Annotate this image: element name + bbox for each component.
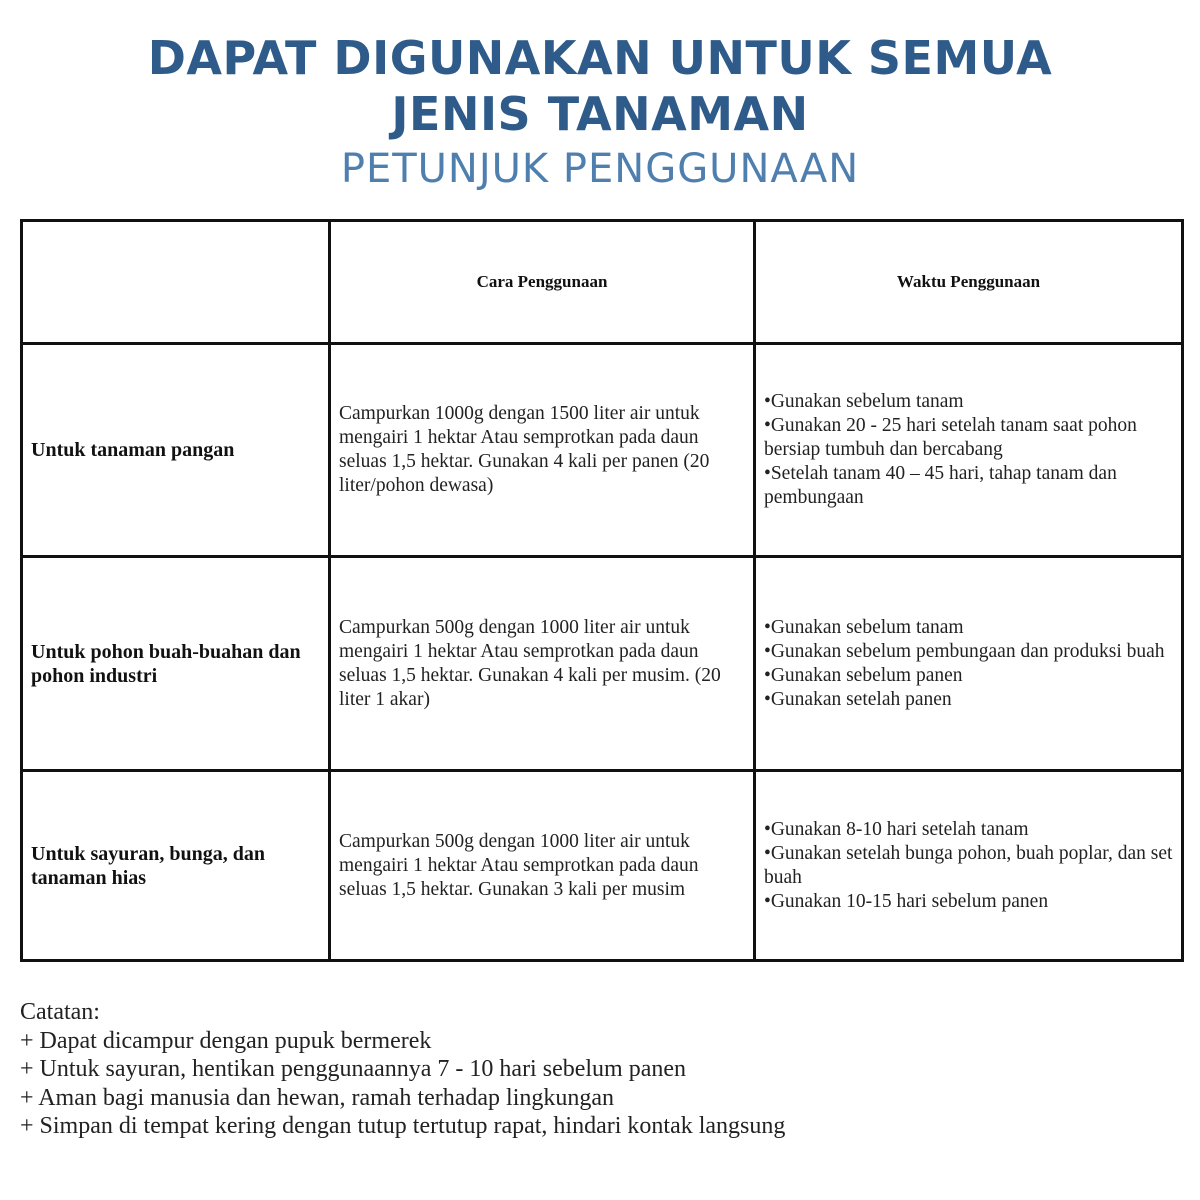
timing-item: • Gunakan 8-10 hari setelah tanam [764,818,1173,842]
table-row [22,344,1183,557]
usage-table [20,219,1184,962]
timing-cell [755,557,1183,771]
timing-item: • Gunakan setelah panen [764,688,1173,712]
timing-item: • Gunakan 10-15 hari sebelum panen [764,890,1173,914]
timing-item: • Gunakan sebelum pembungaan dan produksi buah [764,640,1173,664]
page-subtitle: PETUNJUK PENGGUNAAN [340,146,860,192]
note-item: + Simpan di tempat kering dengan tutup tertutup rapat, hindari kontak langsung [20,1113,786,1139]
page-title-line-1: DAPAT DIGUNAKAN UNTUK SEMUA [147,31,1053,85]
column-header-empty [22,221,330,344]
timing-list [764,390,1173,510]
note-item: + Untuk sayuran, hentikan penggunaannya 7 - 10 hari sebelum panen [20,1056,687,1082]
timing-item: • Gunakan setelah bunga pohon, buah poplar, dan set buah [764,842,1173,890]
timing-item: • Setelah tanam 40 – 45 hari, tahap tanam dan pembungaan [764,462,1173,510]
method-cell: Campurkan 1000g dengan 1500 liter air untuk mengairi 1 hektar Atau semprotkan pada daun seluas 1,5 hektar. Gunakan 4 kali per panen (20 liter/pohon dewasa) [330,344,755,557]
method-cell: Campurkan 500g dengan 1000 liter air untuk mengairi 1 hektar Atau semprotkan pada daun seluas 1,5 hektar. Gunakan 4 kali per musim. (20 liter 1 akar) [330,557,755,771]
timing-item: • Gunakan sebelum tanam [764,390,1173,414]
timing-list [764,616,1173,712]
timing-cell [755,771,1183,961]
note-item: + Aman bagi manusia dan hewan, ramah terhadap lingkungan [20,1084,615,1111]
column-header-method: Cara Penggunaan [330,221,755,344]
column-header-timing: Waktu Penggunaan [755,221,1183,344]
timing-cell [755,344,1183,557]
timing-item: • Gunakan sebelum panen [764,664,1173,688]
timing-item: • Gunakan sebelum tanam [764,616,1173,640]
page-header [0,30,1200,194]
table-header-row [22,221,1183,344]
notes-heading: Catatan: [20,999,100,1025]
row-label: Untuk pohon buah-buahan dan pohon industri [22,557,330,771]
page-title-line-2: JENIS TANAMAN [391,87,809,141]
table-row [22,771,1183,961]
row-label: Untuk sayuran, bunga, dan tanaman hias [22,771,330,961]
timing-list [764,818,1173,914]
notes-section [20,998,1180,1141]
timing-item: • Gunakan 20 - 25 hari setelah tanam saat pohon bersiap tumbuh dan bercabang [764,414,1173,462]
table-row [22,557,1183,771]
note-item: + Dapat dicampur dengan pupuk bermerek [20,1027,432,1054]
row-label: Untuk tanaman pangan [22,344,330,557]
method-cell: Campurkan 500g dengan 1000 liter air untuk mengairi 1 hektar Atau semprotkan pada daun seluas 1,5 hektar. Gunakan 3 kali per musim [330,771,755,961]
